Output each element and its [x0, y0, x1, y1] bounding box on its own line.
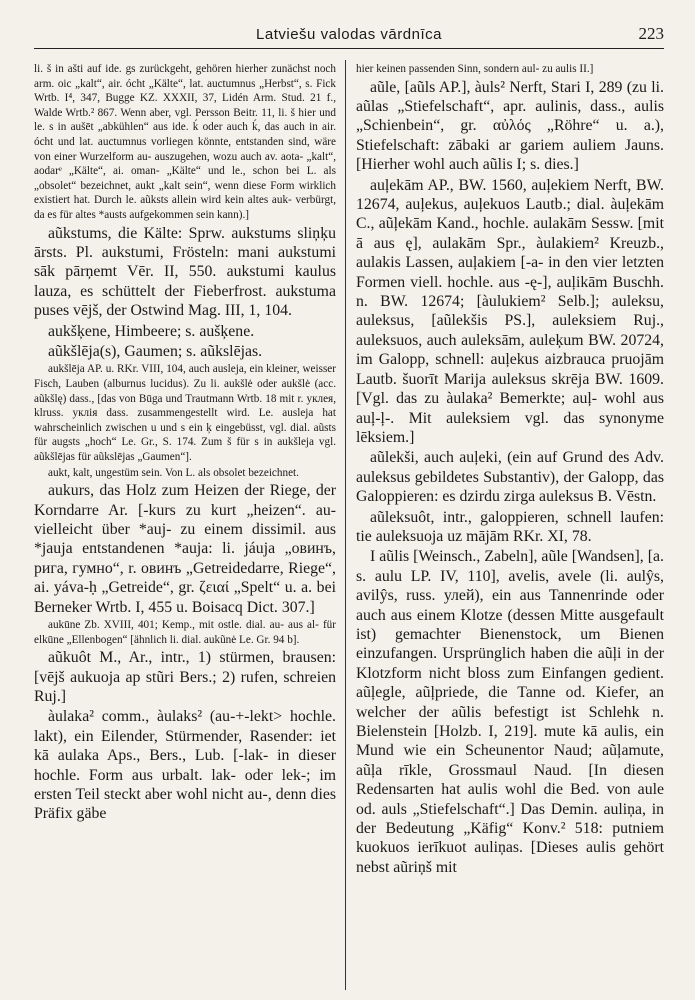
column-divider: [345, 60, 346, 990]
dictionary-entry: aukurs, das Holz zum Heizen der Riege, der Korndarre Ar. [-kurs zu kurt „heizen“. au- vielleicht über *auj- zu einem dissimil. aus *jauja entstandenen *auja: li. jáuja „овинъ, рига, гумно“, r. овинъ „Getreidedarre, Riege“, ai. yáva-ḥ „Getreide“, gr. ζειαί „Spelt“ u. a. bei Berneker Wrtb. I, 455 u. Boisacq Dict. 307.]: [34, 482, 336, 616]
dictionary-entry: aũleksuôt, intr., galoppieren, schnell laufen: tie auleksuoja uz mājām RKr. XI, 78.: [356, 508, 664, 545]
right-column: [356, 62, 664, 992]
dictionary-entry: aũkšlēja(s), Gaumen; s. aũkslējas.: [48, 342, 263, 360]
dictionary-entry: aukšlēja AP. u. RKr. VIII, 104, auch ausleja, ein kleiner, weisser Fisch, Lauben (alburnus lucidus). Zu li. aukšlė oder aukšlė (acc. aũkšlę) dass., [das von Būga und Trautmann Wrtb. 18 mit r. уклея, klruss. уклія dass. zusammengestellt wird. Le. ausleja hat wahrscheinlich zwischen u und s ein ķ eingebüsst, vgl. dial. aũsts für augsts „hoch“ Le. Gr., S. 174. Zum š für s in aukšleja vgl. aũkšlējas für aũkslējas „Gaumen“].: [34, 363, 336, 463]
dictionary-entry: aukt, kalt, ungestüm sein. Von L. als obsolet bezeichnet.: [48, 466, 299, 479]
dictionary-entry: I aũlis [Weinsch., Zabeln], aũle [Wandsen], [a. s. aulu LP. IV, 110], avelis, avele (li. aulŷs, avilŷs, russ. улей), ein aus Tannenrinde oder auch aus einem Klotze (dessen Mitte ausgefault ist) gemachter Bienenstock, um Bienen einzufangen. Ursprünglich haben die aũļi in der Klotzform nicht bloss zum Einfangen gedient. aũļegle, aũļpriede, die Tanne od. Kiefer, an welcher der aũlis befestigt ist Schlehk n. Bielenstein [Holzb. I, 219]. mute kā aulis, ein Mund wie ein Scheunentor Naud; aũļamute, aũļa rīkle, Grossmaul Naud. [In diesen Redensarten hat aulis wohl die Bed. von aule od. auls „Stiefelschaft“.] Das Demin. auliņa, in der Bedeutung „Käfig“ Konv.² 518: putniem kuokuos ierīkuot auliņas. [Dieses aulis gehört nebst aũriņš mit: [356, 548, 664, 876]
dictionary-entry: hier keinen passenden Sinn, sondern aul- zu aulis II.]: [356, 63, 594, 75]
left-column: [34, 62, 336, 992]
page-header: [34, 24, 664, 49]
dictionary-entry: aũlekši, auch auļeki, (ein auf Grund des Adv. auleksus gebildetes Substantiv), der Galopp, das Galoppieren: es dzirdu zirga auleksus B. Vēstn.: [356, 449, 664, 506]
dictionary-entry: aũkuôt M., Ar., intr., 1) stürmen, brausen: [vējš aukuoja ap stũri Bers.; 2) rufen, schreien Ruj.]: [34, 649, 336, 705]
dictionary-entry: li. š in ašti auf ide. gs zurückgeht, gehören hierher zunächst noch arm. oic „kalt“, air. ócht „Kälte“, lat. auctumnus „Herbst“, s. Fick Wrtb. I⁴, 347, Bugge KZ. XXXII, 37, Lidén Arm. Stud. 21 f., Walde Wrtb.² 867. Wenn aber, vgl. Persson Beitr. 11, li. š hier und le. s in aušēt „abkühlen“ aus ide. ḱ oder auch ḱ, das auch in air. ócht und lat. auctumnus vorliegen könnte, entstanden sind, wäre von einer Wurzelform au- auszugehen, wozu auch av. aota- „kalt“, aodarᵉ „Kälte“, ai. oman- „Kälte“ und le., schon bei L. als „obsolet“ bezeichnet, aukt „kalt sein“, wenn diese Form wirklich existiert hat. Durch le. aũksts allein wird kein altes auk- verbürgt, da es für altes *austs aufgekommen sein kann).]: [34, 63, 336, 221]
dictionary-entry: aũle, [aũls AP.], àuls² Nerft, Stari I, 289 (zu li. aũlas „Stiefelschaft“, apr. aulinis, dass., aulis „Schienbein“, gr. αὐλός „Röhre“ u. a.), Stiefelschaft: zābaki ar gariem auliem Jauns. [Hierher wohl auch aũlis I; s. dies.]: [356, 78, 664, 174]
dictionary-entry: auļekām AP., BW. 1560, auļekiem Nerft, BW. 12674, auļekus, auļekuos Lautb.; dial. àuļekām C., aũļekām Kand., hochle. aulakām Sessw. [mit ā aus ę], aulakām Spr., àulakiem² Kreuzb., aulakis Lassen, auļakiem [-a- in den vier letzten Formen viell. hochle. aus -ę-], auļikām Buschh. n. BW. 12674; [àulukiem² Selb.]; auleksu, auleksus, [aũlekšis PS.], auleksiem Ruj., auleksuos, auch auleksām, auleķum BW. 20724, im Galopp, schnell: auļekus aizbrauca pruojām Lautb. šuorīt Marija auleksus skrēja BW. 1609. [Vgl. das zu àulaka² Bemerkte; auļ- wohl aus auļ-ļ-. Mit auleksiem vgl. das synonyme lēksiem.]: [356, 176, 664, 446]
dictionary-entry: aukšķene, Himbeere; s. aušķene.: [48, 322, 255, 340]
dictionary-entry: aũkstums, die Kälte: Sprw. aukstums sliņķu ārsts. Pl. aukstumi, Frösteln: mani aukstumi sāk pārņemt Vēr. II, 550. aukstumi kaulus lauza, es schüttelt der Fieberfrost. aukstuma puses vējš, der Ostwind Mag. III, 1, 104.: [34, 224, 336, 320]
dictionary-entry: àulaka² comm., àulaks² (au-+-lekt> hochle. lakt), ein Eilender, Stürmender, Rasender: iet kā aulaka Aps., Bers., Lub. [-lak- in dieser hochle. Form aus urbalt. lak- oder lek-; im ersten Teil steckt aber wohl nicht au-, denn dies Präfix gäbe: [34, 708, 336, 823]
running-title: Latviešu valodas vārdnīca: [256, 26, 442, 43]
dictionary-entry: aukūne Zb. XVIII, 401; Kemp., mit ostle. dial. au- aus al- für elkūne „Ellenbogen“ [ähnlich li. dial. aukũnė Le. Gr. 94 b].: [34, 618, 336, 646]
page-number: 223: [638, 24, 664, 43]
